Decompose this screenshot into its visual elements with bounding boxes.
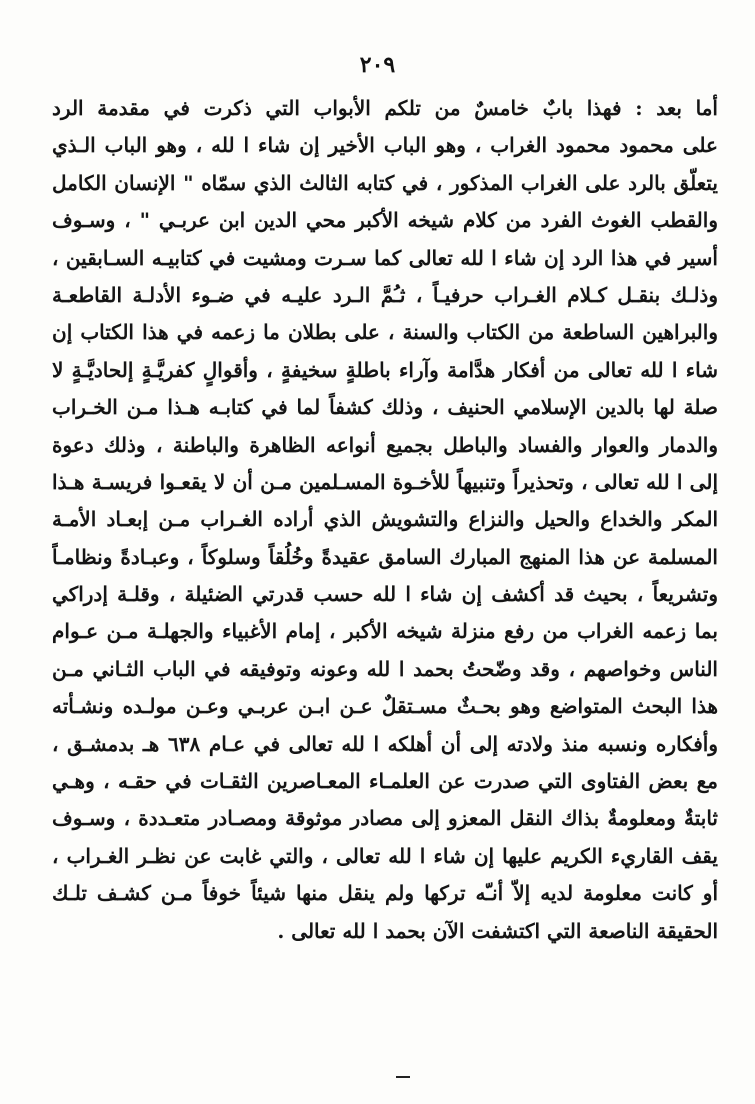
text-line: والقطب الغوث الفرد من كلام شيخه الأكبر محي الدين ابن عربـي " ، وسـوف bbox=[52, 208, 718, 233]
text-line: المكر والخداع والحيل والنزاع والتشويش الذي أراده الغـراب مـن إبعـاد الأمـة bbox=[52, 507, 718, 532]
text-line: والبراهين الساطعة من الكتاب والسنة ، على بطلان ما زعمه في هذا الكتاب إن bbox=[52, 320, 718, 345]
text-line: والدمار والعوار والفساد والباطل بجميع أنواعه الظاهرة والباطنة ، وذلك دعوة bbox=[52, 432, 718, 457]
text-line: أسير في هذا الرد إن شاء ا لله تعالى كما سـرت ومشيت في كتابيـه السـابقين ، bbox=[52, 245, 718, 270]
text-line: وذلـك بنقـل كـلام الغـراب حرفيـاً ، ثـُمَّ الـرد عليـه في ضـوء الأدلـة القاطعـة bbox=[52, 282, 718, 307]
text-line: الحقيقة الناصعة التي اكتشفت الآن بحمد ا لله تعالى . bbox=[277, 918, 718, 943]
page-number: ٢٠٩ bbox=[359, 52, 396, 78]
text-line: يتعلّق بالرد على الغراب المذكور ، في كتابه الثالث الذي سمّاه " الإنسان الكامل bbox=[52, 170, 718, 195]
text-line: إلى ا لله تعالى ، وتحذيراً وتنبيهاً للأخـوة المسـلمين مـن أن لا يقعـوا فريسـة هـذا bbox=[52, 469, 718, 494]
text-line: صلة لها بالدين الإسلامي الحنيف ، وذلك كشفاً لما في كتابـه هـذا مـن الخـراب bbox=[52, 395, 718, 420]
text-line: مع بعض الفتاوى التي صدرت عن العلمـاء المعـاصرين الثقـات في حقـه ، وهـي bbox=[52, 769, 718, 794]
text-line: المسلمة عن هذا المنهج المبارك السامق عقيدةً وخُلُقاً وسلوكاً ، وعبـادةً ونظامـاً bbox=[52, 544, 718, 569]
text-line: وأفكاره ونسبه منذ ولادته إلى أن أهلكه ا لله تعالى في عـام ٦٣٨ هـ بدمشـق ، bbox=[52, 731, 718, 756]
text-line: الناس وخواصهم ، وقد وضّحتُ بحمد ا لله وعونه وتوفيقه في الباب الثـاني مـن bbox=[52, 656, 718, 681]
text-line: وتشريعاً ، بحيث قد أكشف إن شاء ا لله حسب قدرتي الضئيلة ، وقلـة إدراكي bbox=[52, 582, 718, 607]
text-line: هذا البحث المتواضع وهو بحـثٌ مسـتقلٌ عـن ابـن عربـي وعـن مولـده ونشـأته bbox=[52, 694, 718, 719]
text-line: على محمود محمود الغراب ، وهو الباب الأخير إن شاء ا لله ، وهو الباب الـذي bbox=[52, 133, 718, 158]
text-line: أو كانت معلومة لديه إلاّ أنـّه تركها ولم ينقل منها شيئاً خوفاً مـن كشـف تلـك bbox=[52, 881, 718, 906]
footer-divider bbox=[396, 1076, 410, 1078]
text-line: أما بعد : فهذا بابٌ خامسٌ من تلكم الأبواب التي ذكرت في مقدمة الرد bbox=[52, 96, 718, 120]
text-line: ثابتةٌ ومعلومةٌ بذاك النقل المعزو إلى مصادر موثوقة ومصـادر متعـددة ، وسـوف bbox=[52, 806, 718, 831]
body-text bbox=[52, 90, 718, 950]
text-line: بما زعمه الغراب من رفع منزلة شيخه الأكبر ، إمام الأغبياء والجهلـة مـن عـوام bbox=[52, 619, 718, 644]
text-line: يقف القاريء الكريم عليها إن شاء ا لله تعالى ، والتي غابت عن نظـر الغـراب ، bbox=[52, 843, 718, 868]
text-line: شاء ا لله تعالى من أفكار هدَّامة وآراء باطلةٍ سخيفةٍ ، وأقوالٍ كفريَّـةٍ إلحاديَّـةٍ لا bbox=[52, 357, 718, 382]
